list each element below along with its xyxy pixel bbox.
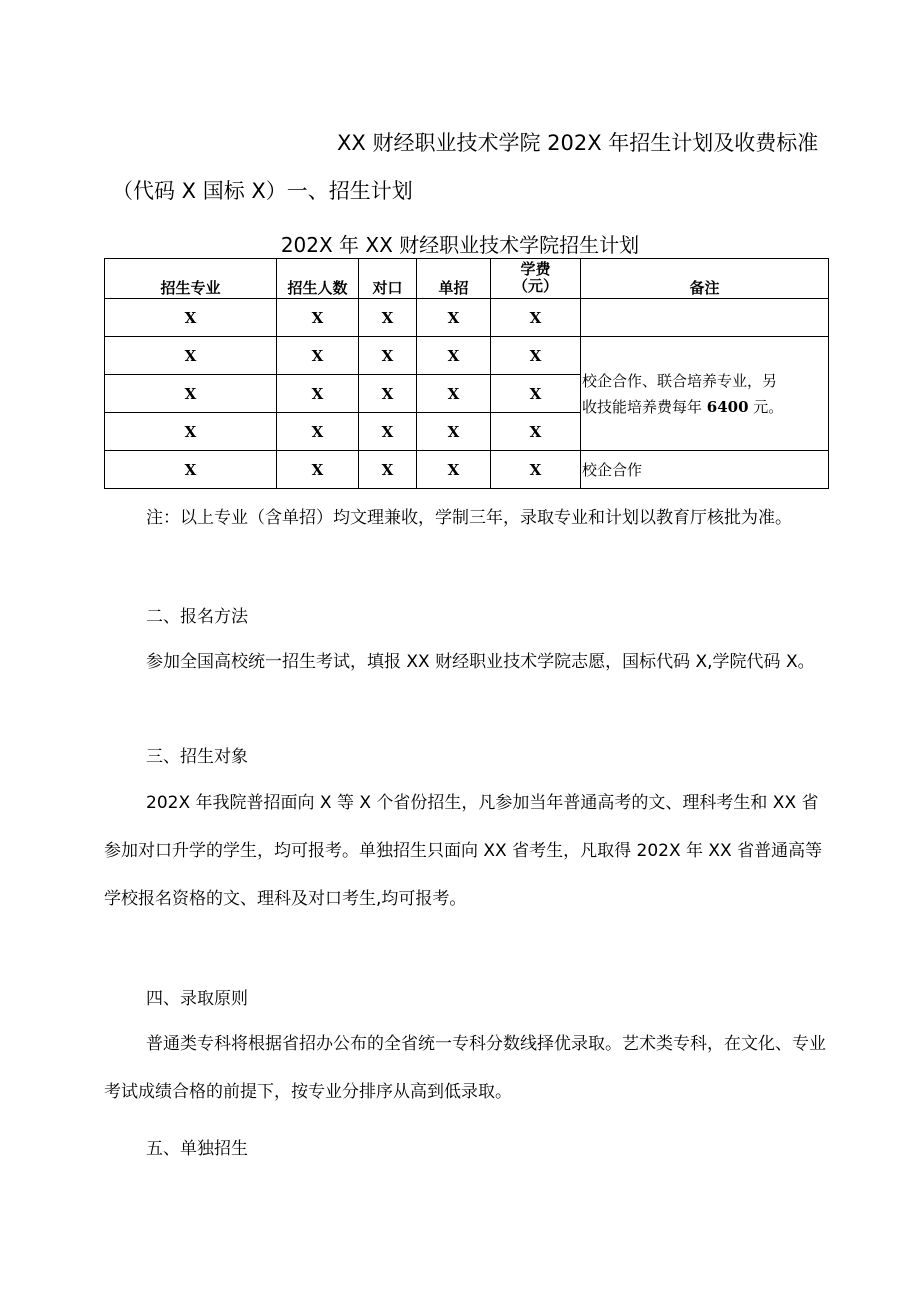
note-merged-suffix: 元。 (748, 397, 784, 416)
cell-duikou: X (359, 413, 417, 451)
header-count: 招生人数 (277, 259, 359, 299)
cell-major: X (105, 337, 277, 375)
cell-duikou: X (359, 451, 417, 489)
section4-heading: 四、录取原则 (146, 989, 248, 1009)
section5-heading: 五、单独招生 (146, 1139, 248, 1159)
header-fee (491, 259, 581, 299)
cell-major: X (105, 451, 277, 489)
section2-text: 参加全国高校统一招生考试，填报 XX 财经职业技术学院志愿，国标代码 X,学院代码 X。 (146, 652, 815, 672)
document-subtitle: （代码 X 国标 X）一、招生计划 (112, 179, 413, 203)
section3-heading: 三、招生对象 (146, 747, 248, 767)
cell-major: X (105, 413, 277, 451)
note-merged-line2 (582, 394, 828, 420)
section3-text: 202X 年我院普招面向 X 等 X 个省份招生，凡参加当年普通高考的文、理科考生和 XX 省参加对口升学的学生，均可报考。单独招生只面向 XX 省考生，凡取得 202X 年 XX 省普通高等学校报名资格的文、理科及对口考生,均可报考。 (104, 793, 823, 909)
cell-major: X (105, 299, 277, 337)
cell-danzhao: X (417, 375, 491, 413)
section4-text: 普通类专科将根据省招办公布的全省统一专科分数线择优录取。艺术类专科，在文化、专业考试成绩合格的前提下，按专业分排序从高到低录取。 (104, 1034, 826, 1102)
header-fee-line1: 学费 (520, 260, 551, 278)
header-fee-line2: （元） (512, 277, 558, 295)
cell-count: X (277, 375, 359, 413)
cell-count: X (277, 299, 359, 337)
header-duikou: 对口 (359, 259, 417, 299)
cell-duikou: X (359, 337, 417, 375)
cell-danzhao: X (417, 337, 491, 375)
cell-note-last: 校企合作 (581, 451, 829, 489)
cell-count: X (277, 413, 359, 451)
cell-fee: X (491, 375, 581, 413)
enrollment-plan-table (104, 258, 829, 489)
cell-count: X (277, 337, 359, 375)
cell-count: X (277, 451, 359, 489)
cell-duikou: X (359, 299, 417, 337)
header-note: 备注 (581, 259, 829, 299)
cell-fee: X (491, 299, 581, 337)
cell-fee: X (491, 451, 581, 489)
cell-danzhao: X (417, 299, 491, 337)
table-row (105, 299, 829, 337)
cell-fee: X (491, 413, 581, 451)
table-row (105, 451, 829, 489)
table-caption: 202X 年 XX 财经职业技术学院招生计划 (280, 233, 640, 257)
header-danzhao: 单招 (417, 259, 491, 299)
table-header-row (105, 259, 829, 299)
section2-heading: 二、报名方法 (146, 607, 248, 627)
cell-danzhao: X (417, 451, 491, 489)
header-major: 招生专业 (105, 259, 277, 299)
note-paragraph: 注：以上专业（含单招）均文理兼收，学制三年，录取专业和计划以教育厅核批为准。 (146, 508, 792, 528)
note-merged-prefix: 收技能培养费每年 (582, 397, 707, 416)
cell-fee: X (491, 337, 581, 375)
cell-duikou: X (359, 375, 417, 413)
table-row (105, 337, 829, 375)
cell-note-merged (581, 337, 829, 451)
cell-danzhao: X (417, 413, 491, 451)
cell-note-empty (581, 299, 829, 337)
note-merged-line1: 校企合作、联合培养专业，另 (582, 371, 778, 390)
document-title: XX 财经职业技术学院 202X 年招生计划及收费标准 (337, 131, 819, 155)
cell-major: X (105, 375, 277, 413)
note-merged-amount: 6400 (706, 397, 749, 416)
